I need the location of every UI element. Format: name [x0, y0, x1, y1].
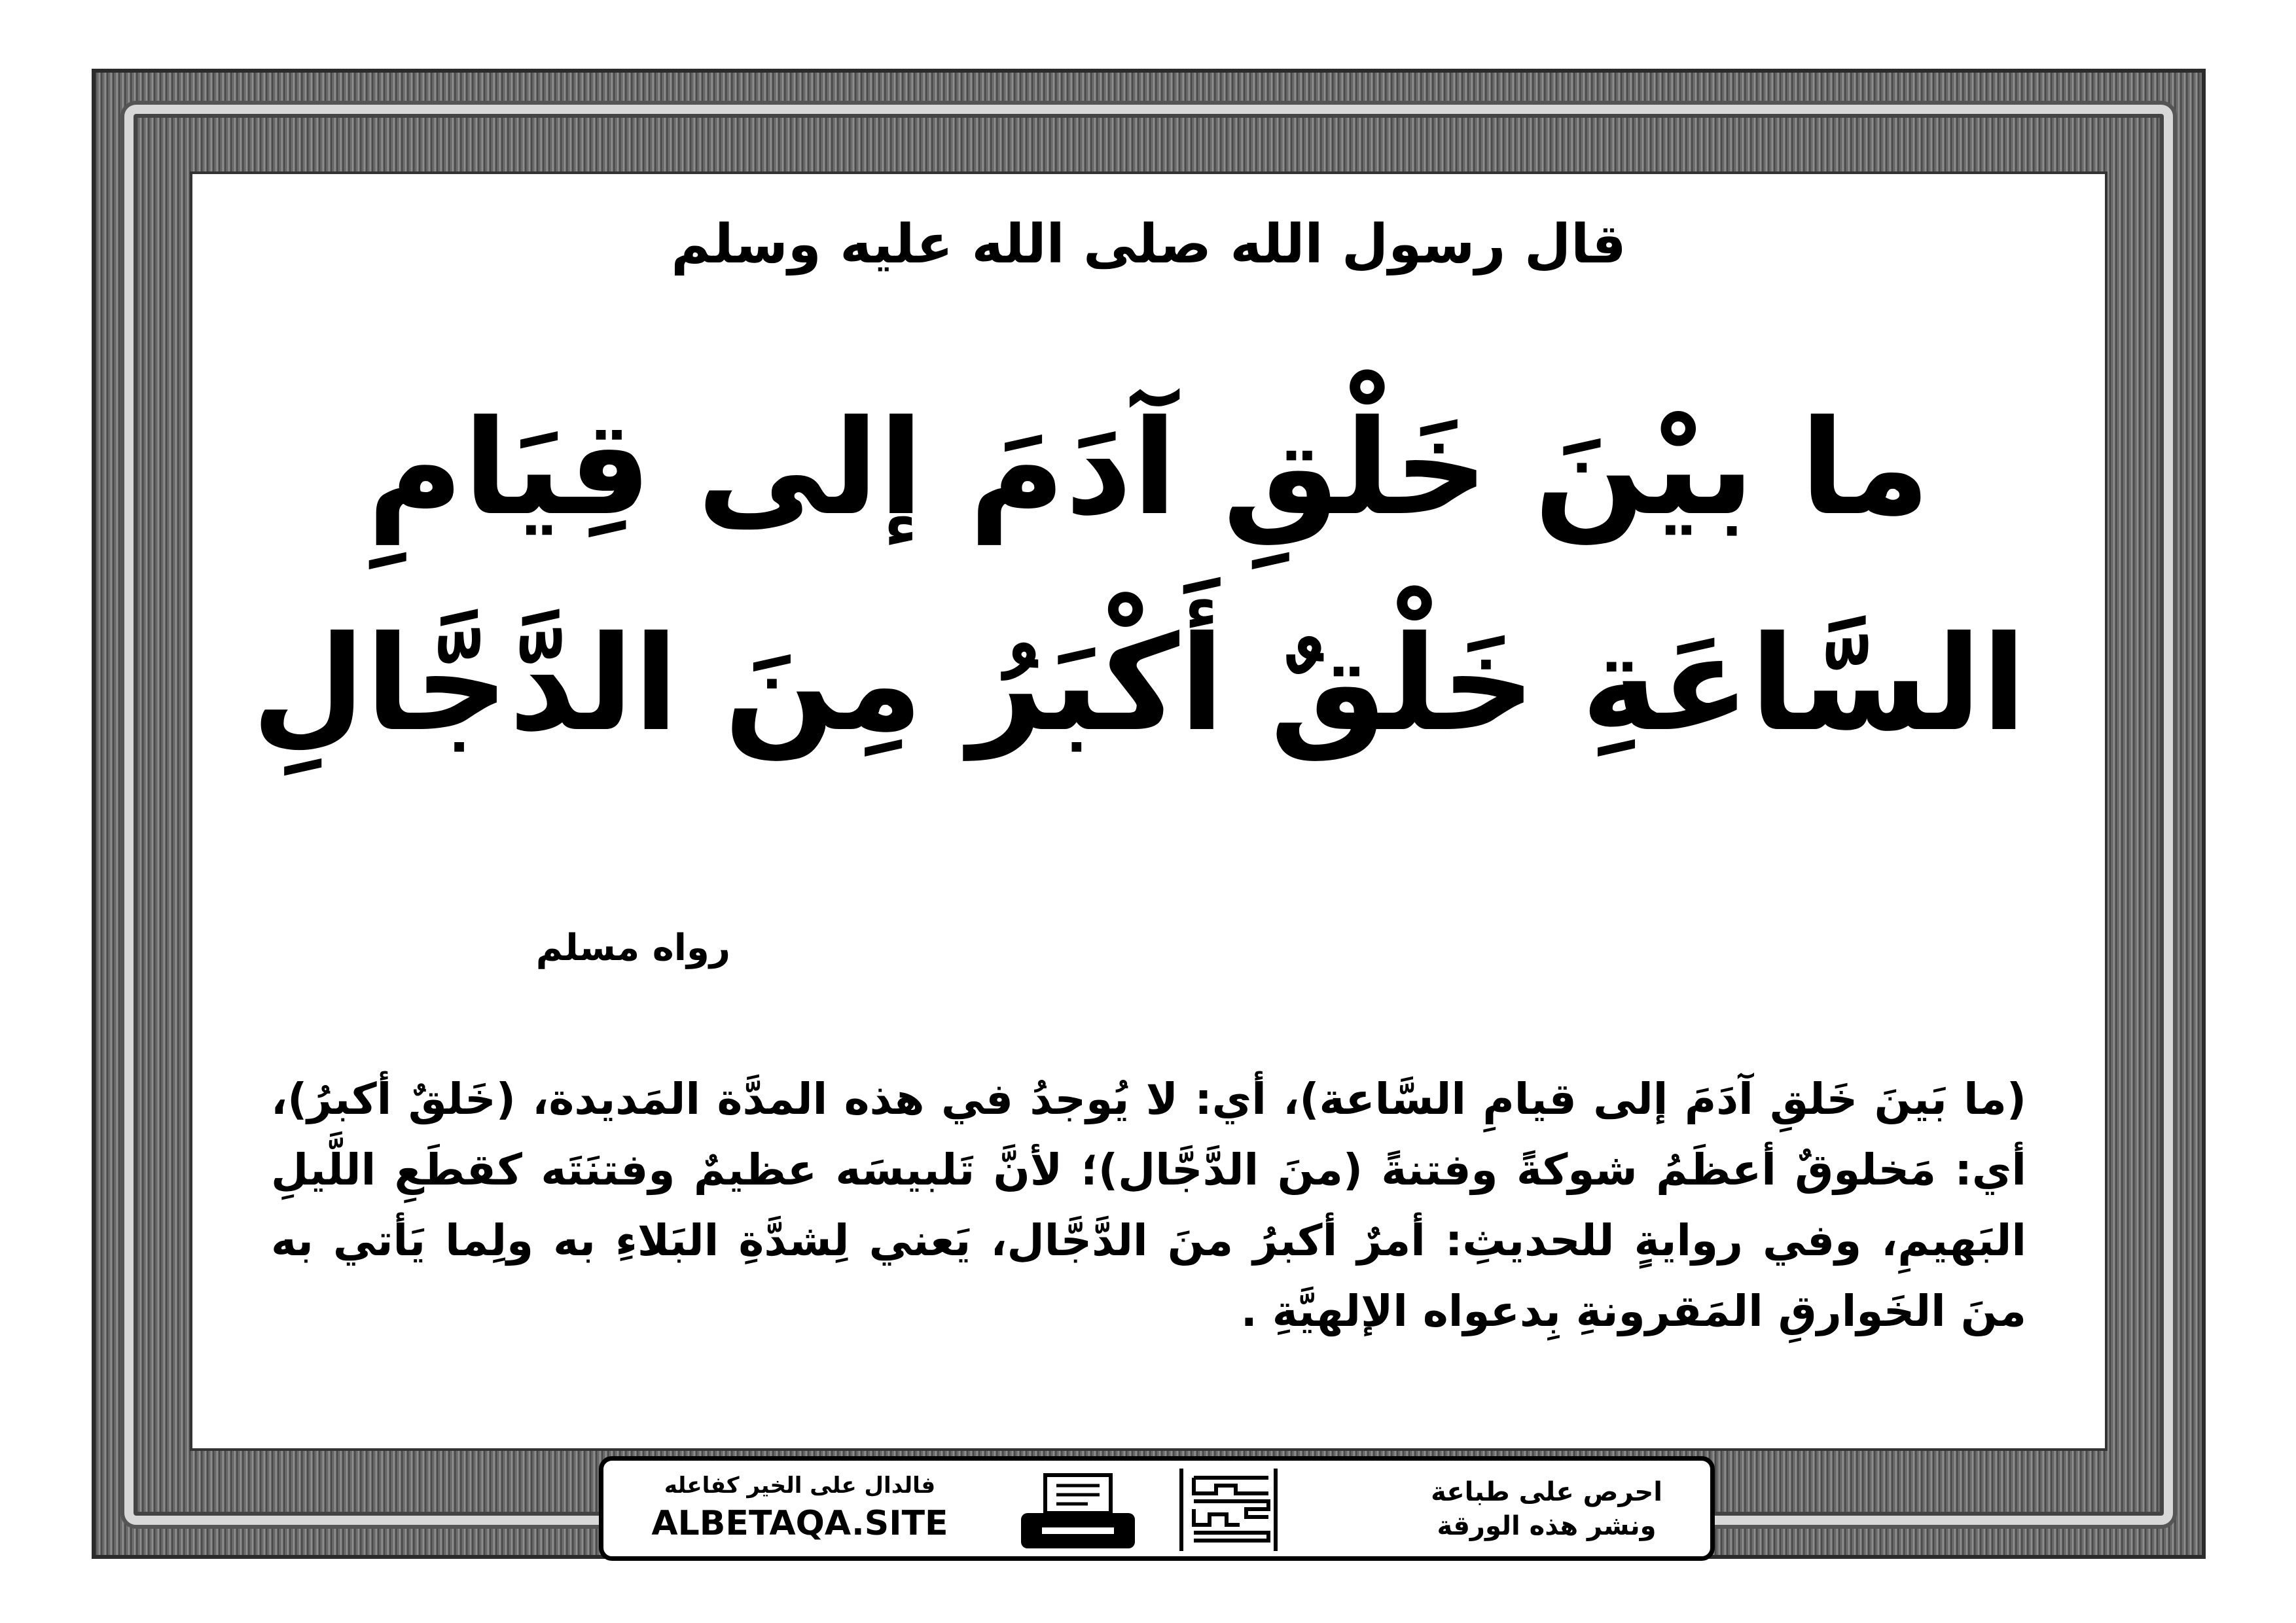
hadith-line-1: ما بيْنَ خَلْقِ آدَمَ إلى قِيَامِ: [367, 392, 1930, 544]
hadith-source: رواه مسلم: [535, 927, 730, 969]
footer-cta-line-2: ونشر هذه الورقة: [1437, 1511, 1657, 1541]
footer-call-to-action: [1409, 1475, 1684, 1543]
intro-text: قال رسول الله صلى الله عليه وسلم: [671, 213, 1626, 276]
content-panel: [190, 171, 2108, 1451]
footer-bar: [599, 1456, 1715, 1561]
footer-website-block: [630, 1472, 970, 1543]
hadith-line-2: السَّاعَةِ خَلْقٌ أَكْبَرُ مِنَ الدَّجَّالِ: [251, 608, 2026, 760]
albetaqa-logo: [1179, 1469, 1278, 1551]
footer-tagline: فالدال على الخير كفاعله: [664, 1472, 936, 1499]
printer-icon: [1016, 1472, 1140, 1558]
website-link[interactable]: ALBETAQA.SITE: [651, 1504, 948, 1543]
footer-cta-line-1: احرص على طباعة: [1431, 1477, 1662, 1507]
explanation-text: (ما بَينَ خَلقِ آدَمَ إلى قيامِ السَّاعة)، أي: لا يُوجدُ في هذه المدَّة المَديدة، (خَلقٌ أكبرُ)، أي: مَخلوقٌ أعظَمُ شوكةً وفتنةً (منَ الدَّجَّال)؛ لأنَّ تَلبيسَه عظيمٌ وفتنَتَه كقطَعِ اللَّيلِ البَهيمِ، وفي روايةٍ للحديثِ: أمرٌ أكبرُ منَ الدَّجَّال، يَعني لِشدَّةِ البَلاءِ به ولِما يَأتي به منَ الخَوارقِ المَقرونةِ بِدعواه الإلهيَّةِ .: [271, 1074, 2026, 1336]
kufic-logo-icon: [1190, 1474, 1272, 1544]
